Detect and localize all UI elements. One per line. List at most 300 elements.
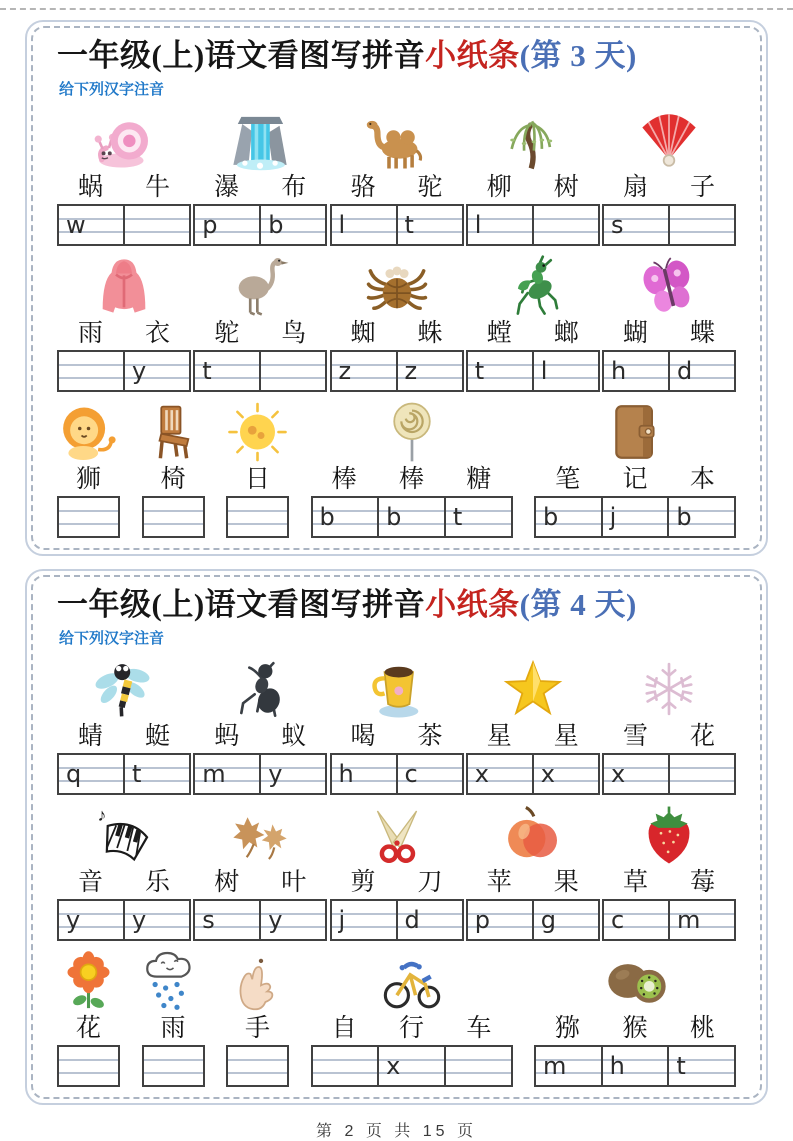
word-item-chair xyxy=(142,396,205,538)
word-characters xyxy=(226,1014,289,1043)
pinyin-cell[interactable] xyxy=(396,901,462,939)
word-characters xyxy=(330,173,464,202)
pinyin-grid xyxy=(466,899,600,941)
word-item-star xyxy=(466,653,600,795)
mantis-icon xyxy=(466,250,600,318)
pinyin-cell[interactable] xyxy=(59,1047,118,1085)
hanzi-character: 蜻 xyxy=(77,723,103,750)
hanzi-character: 鸵 xyxy=(214,320,240,347)
pinyin-cell[interactable] xyxy=(259,755,325,793)
pinyin-letter: m xyxy=(543,1052,567,1080)
word-item-snowflake xyxy=(602,653,736,795)
pinyin-letter: b xyxy=(268,211,284,239)
pinyin-grid xyxy=(330,899,464,941)
hanzi-character: 狮 xyxy=(75,466,101,493)
instruction-text: 给下列汉字注音 xyxy=(59,630,165,647)
kiwi-icon xyxy=(534,945,736,1013)
pinyin-grid xyxy=(311,1045,513,1087)
pinyin-grid xyxy=(534,1045,736,1087)
word-characters xyxy=(57,465,120,494)
word-characters xyxy=(602,722,736,751)
word-item-leaves xyxy=(193,799,327,941)
pinyin-cell[interactable] xyxy=(668,206,734,244)
hanzi-character: 本 xyxy=(689,466,715,493)
word-item-dragonfly xyxy=(57,653,191,795)
word-item-sun xyxy=(226,396,289,538)
pinyin-cell[interactable] xyxy=(123,755,189,793)
card-inner-border xyxy=(31,26,762,550)
word-characters xyxy=(534,1014,736,1043)
pinyin-cell[interactable] xyxy=(123,206,189,244)
pinyin-cell[interactable] xyxy=(604,901,668,939)
hanzi-character: 蜘 xyxy=(350,320,376,347)
title-highlight: 小纸条 xyxy=(425,38,520,73)
pinyin-grid xyxy=(57,204,191,246)
page-footer: 第 2 页 共 15 页 xyxy=(316,1123,477,1140)
pinyin-grid xyxy=(57,350,191,392)
sun-icon xyxy=(226,396,289,464)
apple-icon xyxy=(466,799,600,867)
hanzi-character: 蚁 xyxy=(281,723,307,750)
scissors-icon xyxy=(330,799,464,867)
pinyin-letter: x xyxy=(611,760,626,788)
pinyin-cell[interactable] xyxy=(468,206,532,244)
pinyin-letter: x xyxy=(386,1052,401,1080)
hanzi-character: 音 xyxy=(77,869,103,896)
pinyin-grid xyxy=(57,496,120,538)
word-characters xyxy=(602,868,736,897)
hanzi-character: 螳 xyxy=(486,320,512,347)
pinyin-grid xyxy=(57,1045,120,1087)
word-item-ant xyxy=(193,653,327,795)
title-highlight: 小纸条 xyxy=(425,587,520,622)
pinyin-cell[interactable] xyxy=(532,206,598,244)
pinyin-grid xyxy=(226,1045,289,1087)
word-item-apple xyxy=(466,799,600,941)
pinyin-cell[interactable] xyxy=(332,352,396,390)
word-item-hand xyxy=(226,945,289,1087)
word-characters xyxy=(466,868,600,897)
pinyin-letter: w xyxy=(66,211,86,239)
word-characters xyxy=(602,173,736,202)
word-characters xyxy=(142,1014,205,1043)
pinyin-cell[interactable] xyxy=(259,901,325,939)
pinyin-cell[interactable] xyxy=(668,352,734,390)
word-characters xyxy=(57,173,191,202)
pinyin-letter: z xyxy=(404,357,418,385)
hanzi-character: 树 xyxy=(553,174,579,201)
hanzi-character: 蜓 xyxy=(144,723,170,750)
worksheet-row xyxy=(57,799,736,941)
word-characters xyxy=(330,868,464,897)
pinyin-cell[interactable] xyxy=(396,352,462,390)
pinyin-cell[interactable] xyxy=(59,901,123,939)
star-icon xyxy=(466,653,600,721)
word-item-raincoat xyxy=(57,250,191,392)
word-characters xyxy=(142,465,205,494)
pinyin-letter: b xyxy=(319,503,335,531)
hanzi-character: 叶 xyxy=(281,869,307,896)
pinyin-grid xyxy=(602,204,736,246)
word-item-lion xyxy=(57,396,120,538)
hanzi-character: 果 xyxy=(553,869,579,896)
hanzi-character: 蛛 xyxy=(417,320,443,347)
pinyin-letter: t xyxy=(202,357,212,385)
pinyin-cell[interactable] xyxy=(468,755,532,793)
teacup-icon xyxy=(330,653,464,721)
hanzi-character: 驼 xyxy=(417,174,443,201)
pinyin-letter: l xyxy=(540,357,548,385)
worksheet-card-day3 xyxy=(25,20,768,556)
hanzi-character: 喝 xyxy=(350,723,376,750)
notebook-icon xyxy=(534,396,736,464)
hanzi-character: 雨 xyxy=(160,1015,186,1042)
pinyin-grid xyxy=(330,204,464,246)
hanzi-character: 棒 xyxy=(331,466,357,493)
hanzi-character: 扇 xyxy=(622,174,648,201)
pinyin-letter: y xyxy=(132,357,147,385)
pinyin-cell[interactable] xyxy=(195,901,259,939)
pinyin-letter: j xyxy=(609,503,617,531)
pinyin-cell[interactable] xyxy=(396,206,462,244)
pinyin-cell[interactable] xyxy=(259,206,325,244)
hanzi-character: 苹 xyxy=(486,869,512,896)
word-item-piano xyxy=(57,799,191,941)
pinyin-grid xyxy=(193,753,327,795)
pinyin-cell[interactable] xyxy=(195,206,259,244)
cut-line xyxy=(0,8,793,10)
pinyin-cell[interactable] xyxy=(228,498,287,536)
word-item-scissors xyxy=(330,799,464,941)
pinyin-letter: l xyxy=(338,211,346,239)
pinyin-cell[interactable] xyxy=(536,498,601,536)
word-item-teacup xyxy=(330,653,464,795)
rain-cloud-icon xyxy=(142,945,205,1013)
pinyin-grid xyxy=(466,753,600,795)
hanzi-character: 车 xyxy=(466,1015,492,1042)
pinyin-letter: x xyxy=(474,760,489,788)
pinyin-letter: c xyxy=(611,906,625,934)
pinyin-cell[interactable] xyxy=(532,755,598,793)
pinyin-grid xyxy=(330,753,464,795)
worksheet-row xyxy=(57,945,736,1087)
pinyin-cell[interactable] xyxy=(468,352,532,390)
word-characters xyxy=(311,1014,513,1043)
word-item-kiwi xyxy=(534,945,736,1087)
hanzi-character: 蝶 xyxy=(689,320,715,347)
pinyin-cell[interactable] xyxy=(668,901,734,939)
chair-icon xyxy=(142,396,205,464)
waterfall-icon xyxy=(193,104,327,172)
pinyin-cell[interactable] xyxy=(532,901,598,939)
pinyin-letter: t xyxy=(474,357,485,385)
pinyin-grid xyxy=(602,899,736,941)
word-item-lollipop xyxy=(311,396,513,538)
pinyin-grid xyxy=(330,350,464,392)
card-inner-border xyxy=(31,575,762,1099)
word-item-spider xyxy=(330,250,464,392)
pinyin-grid xyxy=(57,899,191,941)
pinyin-cell[interactable] xyxy=(59,755,123,793)
willow-icon xyxy=(466,104,600,172)
hanzi-character: 牛 xyxy=(144,174,170,201)
pinyin-letter: s xyxy=(202,906,215,934)
pinyin-cell[interactable] xyxy=(536,1047,601,1085)
pinyin-letter: h xyxy=(611,357,627,385)
pinyin-letter: b xyxy=(543,503,559,531)
pinyin-cell[interactable] xyxy=(123,901,189,939)
pinyin-cell[interactable] xyxy=(667,1047,734,1085)
hanzi-character: 雨 xyxy=(77,320,103,347)
pinyin-letter: x xyxy=(540,760,555,788)
pinyin-cell[interactable] xyxy=(604,755,668,793)
pinyin-cell[interactable] xyxy=(396,755,462,793)
hanzi-character: 雪 xyxy=(622,723,648,750)
hanzi-character: 鸟 xyxy=(281,320,307,347)
pinyin-letter: q xyxy=(66,760,82,788)
hanzi-character: 自 xyxy=(331,1015,357,1042)
pinyin-letter: d xyxy=(677,357,693,385)
word-item-camel xyxy=(330,104,464,246)
butterfly-icon xyxy=(602,250,736,318)
word-characters xyxy=(193,319,327,348)
pinyin-cell[interactable] xyxy=(604,352,668,390)
pinyin-cell[interactable] xyxy=(601,498,668,536)
title-day: (第 3 天) xyxy=(519,38,637,73)
word-characters xyxy=(57,868,191,897)
bicycle-icon xyxy=(311,945,513,1013)
pinyin-cell[interactable] xyxy=(59,206,123,244)
raincoat-icon xyxy=(57,250,191,318)
hanzi-character: 蝴 xyxy=(622,320,648,347)
word-item-flower xyxy=(57,945,120,1087)
pinyin-grid xyxy=(466,204,600,246)
hanzi-character: 布 xyxy=(281,174,307,201)
pinyin-letter: p xyxy=(474,906,490,934)
pinyin-cell[interactable] xyxy=(601,1047,668,1085)
hanzi-character: 笔 xyxy=(555,466,581,493)
pinyin-cell[interactable] xyxy=(228,1047,287,1085)
pinyin-letter: h xyxy=(338,760,354,788)
hanzi-character: 骆 xyxy=(350,174,376,201)
pinyin-cell[interactable] xyxy=(532,352,598,390)
lollipop-icon xyxy=(311,396,513,464)
hanzi-character: 日 xyxy=(244,466,270,493)
pinyin-letter: z xyxy=(338,357,352,385)
pinyin-grid xyxy=(602,350,736,392)
hanzi-character: 棒 xyxy=(398,466,424,493)
lion-icon xyxy=(57,396,120,464)
hanzi-character: 蜗 xyxy=(77,174,103,201)
hanzi-character: 衣 xyxy=(144,320,170,347)
word-item-strawberry xyxy=(602,799,736,941)
pinyin-cell[interactable] xyxy=(313,498,378,536)
hanzi-character: 螂 xyxy=(553,320,579,347)
hanzi-character: 草 xyxy=(622,869,648,896)
pinyin-letter: y xyxy=(268,760,283,788)
word-item-mantis xyxy=(466,250,600,392)
pinyin-cell[interactable] xyxy=(259,352,325,390)
title-main: 一年级(上)语文看图写拼音 xyxy=(57,38,426,73)
pinyin-letter: s xyxy=(611,211,624,239)
worksheet-row xyxy=(57,653,736,795)
word-item-bicycle xyxy=(311,945,513,1087)
pinyin-letter: g xyxy=(540,906,556,934)
hanzi-character: 树 xyxy=(214,869,240,896)
pinyin-grid xyxy=(466,350,600,392)
word-item-willow xyxy=(466,104,600,246)
pinyin-letter: l xyxy=(474,211,482,239)
worksheet-card-day4 xyxy=(25,569,768,1105)
pinyin-cell[interactable] xyxy=(377,1047,444,1085)
word-item-fan xyxy=(602,104,736,246)
pinyin-grid xyxy=(193,899,327,941)
word-characters xyxy=(330,319,464,348)
word-item-butterfly xyxy=(602,250,736,392)
piano-icon xyxy=(57,799,191,867)
word-characters xyxy=(466,722,600,751)
worksheet-row xyxy=(57,396,736,538)
pinyin-cell[interactable] xyxy=(59,352,123,390)
word-item-rain-cloud xyxy=(142,945,205,1087)
pinyin-cell[interactable] xyxy=(144,1047,203,1085)
hanzi-character: 花 xyxy=(75,1015,101,1042)
pinyin-cell[interactable] xyxy=(195,755,259,793)
hanzi-character: 花 xyxy=(689,723,715,750)
pinyin-letter: p xyxy=(202,211,218,239)
hanzi-character: 猴 xyxy=(622,1015,648,1042)
pinyin-grid xyxy=(602,753,736,795)
camel-icon xyxy=(330,104,464,172)
section-title xyxy=(57,34,736,78)
word-characters xyxy=(57,722,191,751)
word-item-ostrich xyxy=(193,250,327,392)
pinyin-letter: t xyxy=(676,1052,686,1080)
ostrich-icon xyxy=(193,250,327,318)
pinyin-grid xyxy=(142,496,205,538)
pinyin-cell[interactable] xyxy=(332,901,396,939)
pinyin-letter: b xyxy=(386,503,402,531)
word-characters xyxy=(311,465,513,494)
pinyin-letter: t xyxy=(452,503,463,531)
pinyin-letter: h xyxy=(609,1052,625,1080)
hanzi-character: 瀑 xyxy=(214,174,240,201)
pinyin-cell[interactable] xyxy=(444,498,511,536)
hanzi-character: 记 xyxy=(622,466,648,493)
svg-text:♪: ♪ xyxy=(97,804,107,825)
pinyin-cell[interactable] xyxy=(468,901,532,939)
hanzi-character: 椅 xyxy=(160,466,186,493)
snowflake-icon xyxy=(602,653,736,721)
word-characters xyxy=(330,722,464,751)
pinyin-grid xyxy=(142,1045,205,1087)
word-item-notebook xyxy=(534,396,736,538)
word-characters xyxy=(193,173,327,202)
pinyin-cell[interactable] xyxy=(144,498,203,536)
pinyin-cell[interactable] xyxy=(604,206,668,244)
pinyin-grid xyxy=(193,204,327,246)
pinyin-letter: b xyxy=(676,503,692,531)
hand-icon xyxy=(226,945,289,1013)
hanzi-character: 桃 xyxy=(689,1015,715,1042)
worksheet-row xyxy=(57,250,736,392)
pinyin-grid xyxy=(57,753,191,795)
word-characters xyxy=(602,319,736,348)
pinyin-cell[interactable] xyxy=(123,352,189,390)
pinyin-cell[interactable] xyxy=(332,206,396,244)
word-characters xyxy=(466,319,600,348)
word-item-snail xyxy=(57,104,191,246)
pinyin-cell[interactable] xyxy=(377,498,444,536)
hanzi-character: 茶 xyxy=(417,723,443,750)
hanzi-character: 蚂 xyxy=(214,723,240,750)
pinyin-letter: t xyxy=(132,760,142,788)
pinyin-grid xyxy=(311,496,513,538)
hanzi-character: 糖 xyxy=(466,466,492,493)
spider-icon xyxy=(330,250,464,318)
word-characters xyxy=(226,465,289,494)
pinyin-letter: y xyxy=(268,906,283,934)
flower-icon xyxy=(57,945,120,1013)
items-grid xyxy=(57,653,736,1087)
pinyin-cell[interactable] xyxy=(668,755,734,793)
hanzi-character: 子 xyxy=(689,174,715,201)
word-item-waterfall xyxy=(193,104,327,246)
pinyin-grid xyxy=(226,496,289,538)
word-characters xyxy=(466,173,600,202)
word-characters xyxy=(534,465,736,494)
hanzi-character: 剪 xyxy=(350,869,376,896)
pinyin-letter: m xyxy=(677,906,701,934)
pinyin-letter: c xyxy=(404,760,418,788)
pinyin-letter: d xyxy=(404,906,420,934)
pinyin-cell[interactable] xyxy=(332,755,396,793)
word-characters xyxy=(193,868,327,897)
word-characters xyxy=(57,1014,120,1043)
pinyin-cell[interactable] xyxy=(59,498,118,536)
leaves-icon xyxy=(193,799,327,867)
pinyin-grid xyxy=(534,496,736,538)
pinyin-letter: y xyxy=(66,906,81,934)
pinyin-cell[interactable] xyxy=(313,1047,378,1085)
fan-icon xyxy=(602,104,736,172)
instruction-text: 给下列汉字注音 xyxy=(59,81,165,98)
hanzi-character: 星 xyxy=(553,723,579,750)
snail-icon xyxy=(57,104,191,172)
pinyin-cell[interactable] xyxy=(667,498,734,536)
ant-icon xyxy=(193,653,327,721)
items-grid xyxy=(57,104,736,538)
hanzi-character: 刀 xyxy=(417,869,443,896)
pinyin-grid xyxy=(193,350,327,392)
worksheet-row xyxy=(57,104,736,246)
hanzi-character: 行 xyxy=(398,1015,424,1042)
hanzi-character: 柳 xyxy=(486,174,512,201)
title-day: (第 4 天) xyxy=(519,587,637,622)
word-characters xyxy=(57,319,191,348)
pinyin-letter: y xyxy=(132,906,147,934)
pinyin-letter: m xyxy=(202,760,226,788)
pinyin-cell[interactable] xyxy=(195,352,259,390)
hanzi-character: 莓 xyxy=(689,869,715,896)
title-main: 一年级(上)语文看图写拼音 xyxy=(57,587,426,622)
section-title xyxy=(57,583,736,627)
strawberry-icon xyxy=(602,799,736,867)
hanzi-character: 乐 xyxy=(144,869,170,896)
dragonfly-icon xyxy=(57,653,191,721)
pinyin-letter: t xyxy=(404,211,414,239)
pinyin-cell[interactable] xyxy=(444,1047,511,1085)
